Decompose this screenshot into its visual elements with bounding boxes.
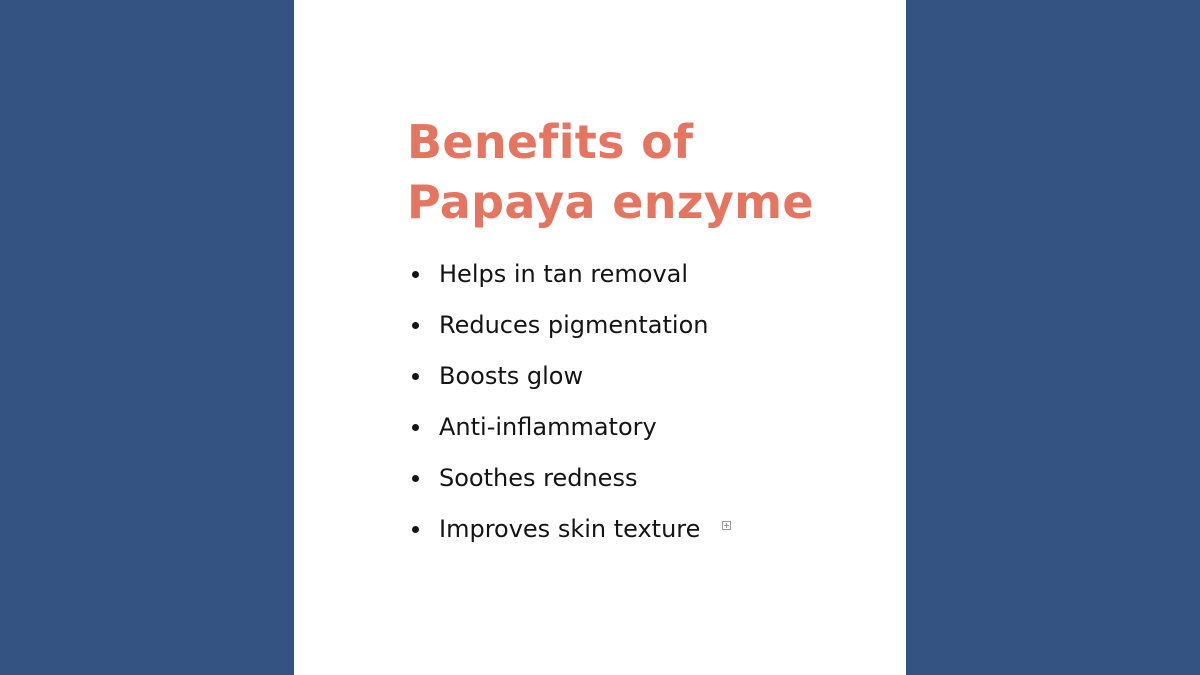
list-item xyxy=(412,458,731,509)
benefit-text: Anti-inflammatory xyxy=(439,413,657,441)
bullet-icon xyxy=(412,526,419,533)
bullet-icon xyxy=(412,475,419,482)
title-line-1: Benefits of xyxy=(407,115,694,169)
list-item xyxy=(412,305,731,356)
small-plus-box-icon xyxy=(722,521,731,530)
benefit-text: Reduces pigmentation xyxy=(439,311,709,339)
page-title xyxy=(407,112,814,232)
title-line-2: Papaya enzyme xyxy=(407,175,814,229)
bullet-icon xyxy=(412,424,419,431)
bullet-icon xyxy=(412,322,419,329)
benefits-list xyxy=(412,254,731,560)
benefit-text: Boosts glow xyxy=(439,362,584,390)
content-panel xyxy=(294,0,906,675)
list-item xyxy=(412,509,731,560)
bullet-icon xyxy=(412,271,419,278)
list-item xyxy=(412,407,731,458)
benefit-text: Improves skin texture xyxy=(439,515,701,543)
benefit-text: Soothes redness xyxy=(439,464,638,492)
list-item xyxy=(412,254,731,305)
benefit-text: Helps in tan removal xyxy=(439,260,689,288)
list-item xyxy=(412,356,731,407)
bullet-icon xyxy=(412,373,419,380)
